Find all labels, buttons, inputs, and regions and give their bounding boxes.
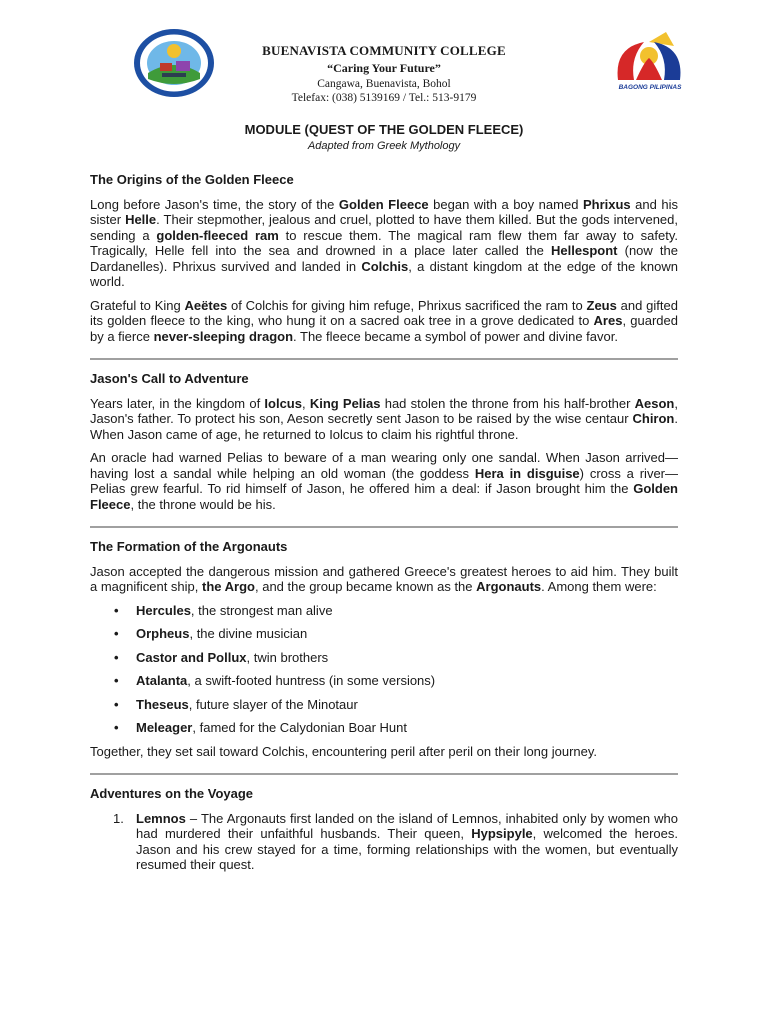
hero-description: , the divine musician — [189, 626, 308, 641]
text-run: , and the group became known as the — [254, 579, 477, 594]
bullet-icon: • — [114, 696, 119, 712]
text-run: had stolen the throne from his half-brother — [380, 395, 635, 411]
bold-term: Aeson — [634, 395, 675, 411]
text-run: , the throne would be his. — [130, 496, 276, 512]
module-content — [90, 116, 678, 873]
section-heading-call: Jason's Call to Adventure — [90, 371, 249, 386]
text-run: An oracle had warned Pelias to beware of a man wearing only one sandal. When Jason arrived—having lost a sandal while helping an old woman (the goddess — [90, 450, 678, 481]
section-heading-voyage: Adventures on the Voyage — [90, 786, 254, 801]
list-item — [90, 811, 678, 873]
document-header — [0, 0, 768, 104]
bullet-icon: • — [114, 673, 119, 688]
list-item — [90, 603, 678, 619]
list-item — [90, 626, 678, 642]
origins-paragraph-1 — [90, 197, 678, 290]
text-run: Jason accepted the dangerous mission and gathered Greece's greatest heroes to aid him. They built a magnificent ship, — [90, 563, 678, 594]
list-item — [90, 673, 678, 689]
text-run: Years later, in the kingdom of — [90, 395, 265, 411]
college-name: BUENAVISTA COMMUNITY COLLEGE — [262, 43, 506, 58]
bullet-icon: • — [114, 602, 119, 618]
bold-term: Iolcus — [264, 395, 302, 411]
bold-term: Argonauts — [476, 579, 542, 594]
hero-description: , twin brothers — [246, 649, 329, 665]
bold-term: Aeëtes — [184, 297, 228, 313]
text-run: and his sister — [90, 196, 678, 227]
bold-term: Lemnos — [136, 810, 186, 826]
list-item — [90, 720, 678, 736]
text-run: , Jason's father. To protect his son, Aeson secretly sent Jason to be raised by the wise centaur — [90, 395, 678, 426]
text-run: to rescue them. The magical ram flew them far away to safety. Tragically, Helle fell into the sea and drowned in a place later called the — [90, 227, 679, 258]
college-address: Cangawa, Buenavista, Bohol — [317, 78, 451, 90]
hero-name: Hercules — [136, 602, 191, 618]
bold-term: Helle — [125, 212, 157, 227]
text-run: began with a boy named — [428, 196, 583, 212]
text-run: . Among them were: — [541, 579, 657, 594]
section-divider — [90, 773, 678, 775]
bold-term: Chiron — [632, 411, 675, 426]
argonauts-paragraph-1 — [90, 564, 678, 595]
bold-term: the Argo — [202, 579, 255, 594]
module-title: MODULE (QUEST OF THE GOLDEN FLEECE) — [244, 122, 524, 137]
text-run: . When Jason came of age, he returned to Iolcus to claim his rightful throne. — [90, 411, 678, 442]
text-run: , welcomed the heroes. Jason and his crew stayed for a time, forming relationships with the women, but eventually resumed their quest. — [136, 826, 678, 872]
text-run: Long before Jason's time, the story of the — [90, 196, 339, 212]
hero-description: , the strongest man alive — [190, 602, 333, 618]
bold-term: Phrixus — [582, 196, 631, 212]
hero-name: Meleager — [136, 720, 193, 735]
text-run: , a distant kingdom at the edge of the known world. — [90, 258, 678, 289]
bold-term: Hellespont — [551, 243, 618, 258]
list-item — [90, 650, 678, 666]
text-run: ) cross a river—Pelias grew fearful. To rid himself of Jason, he offered him a deal: if Jason brought him the — [90, 465, 679, 496]
text-run: Grateful to King — [90, 297, 185, 313]
text-run: . The fleece became a symbol of power and divine favor. — [293, 328, 618, 344]
hero-description: , future slayer of the Minotaur — [188, 696, 358, 712]
section-divider — [90, 358, 678, 360]
section-heading-argonauts: The Formation of the Argonauts — [90, 539, 288, 554]
argonauts-list — [90, 603, 678, 736]
hero-description: , famed for the Calydonian Boar Hunt — [192, 720, 407, 735]
bold-term: King Pelias — [309, 395, 381, 411]
bold-term: Colchis — [361, 258, 409, 274]
text-run: Together, they set sail toward Colchis, encountering peril after peril on their long journey. — [90, 743, 598, 759]
bagong-pilipinas-label: BAGONG PILIPINAS — [618, 84, 682, 91]
bold-term: Ares — [593, 313, 623, 328]
text-run: , guarded by a fierce — [90, 313, 679, 344]
bullet-icon: • — [114, 720, 119, 735]
section-heading-origins: The Origins of the Golden Fleece — [90, 172, 294, 187]
item-number: 1. — [113, 810, 124, 826]
origins-paragraph-2 — [90, 298, 678, 345]
hero-description: , a swift-footed huntress (in some versions) — [187, 673, 436, 688]
bold-term: Zeus — [586, 297, 617, 313]
bullet-icon: • — [114, 649, 119, 665]
text-run: and gifted its golden fleece to the king, who hung it on a sacred oak tree in a grove dedicated to — [90, 297, 678, 328]
bold-term: golden-fleeced ram — [156, 227, 279, 243]
text-run: , — [301, 395, 310, 411]
bold-term: Golden Fleece — [338, 196, 429, 212]
hero-name: Atalanta — [136, 673, 188, 688]
text-run: . Their stepmother, jealous and cruel, plotted to have them killed. But the gods intervened, sending a — [90, 212, 678, 243]
bold-term: Hypsipyle — [471, 826, 533, 841]
module-subtitle: Adapted from Greek Mythology — [307, 139, 461, 152]
bold-term: Hera in disguise — [474, 465, 580, 481]
text-run: (now the Dardanelles). Phrixus survived and landed in — [90, 243, 678, 274]
college-motto: “Caring Your Future” — [327, 61, 441, 75]
text-run: – The Argonauts first landed on the island of Lemnos, inhabited only by women who had murdered their unfaithful husbands. Their queen, — [136, 810, 678, 841]
text-run: of Colchis for giving him refuge, Phrixus sacrificed the ram to — [227, 297, 587, 313]
bullet-icon: • — [114, 626, 119, 641]
call-paragraph-2 — [90, 450, 678, 512]
hero-name: Theseus — [136, 696, 189, 712]
voyage-list — [90, 811, 678, 873]
bold-term: never-sleeping dragon — [153, 328, 294, 344]
call-paragraph-1 — [90, 396, 678, 443]
list-item — [90, 697, 678, 713]
hero-name: Castor and Pollux — [136, 649, 247, 665]
hero-name: Orpheus — [136, 626, 190, 641]
section-divider — [90, 526, 678, 528]
argonauts-paragraph-2 — [90, 744, 678, 760]
college-telefax: Telefax: (038) 5139169 / Tel.: 513-9179 — [291, 92, 477, 104]
bold-term: Golden Fleece — [90, 481, 678, 512]
